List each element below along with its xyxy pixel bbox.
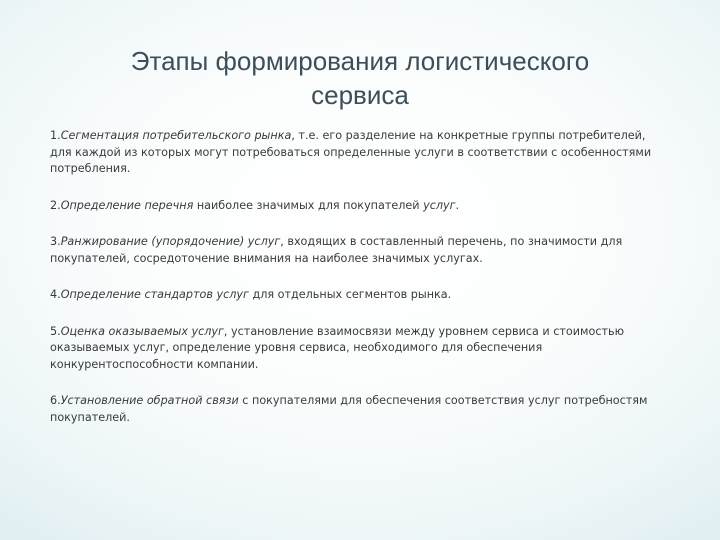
title-line-2: сервиса [311,80,409,110]
stage-item-1 [50,128,660,178]
stage-item-5 [50,324,660,374]
stages-list [50,128,660,446]
stage-number: 1. [50,129,61,142]
stage-term: Оценка оказываемых услуг [60,324,224,338]
stage-item-3 [50,234,660,267]
stage-description: для отдельных сегментов рынка. [248,288,452,301]
stage-term: Сегментация потребительского рынка [60,129,292,142]
stage-description-end: . [455,198,460,212]
stage-number: 6. [50,394,61,407]
stage-description: , установление взаимосвязи между уровнем сервиса и стоимостью оказываемых услуг, определение уровня сервиса, необходимого для обеспечения конкурентоспособности компании. [50,324,624,371]
stage-number: 4. [50,288,61,301]
slide-title [60,44,660,112]
stage-term: Ранжирование (упорядочение) услуг [60,235,281,248]
stage-term: Определение перечня [60,198,194,212]
stage-item-2 [50,198,660,215]
stage-number: 3. [50,235,61,248]
stage-item-6 [50,393,660,426]
stage-term-2: услуг [423,198,456,212]
title-line-1: Этапы формирования логистического [130,46,590,76]
stage-term: Определение стандартов услуг [60,288,249,301]
stage-item-4 [50,287,660,304]
stage-description: с покупателями для обеспечения соответствия услуг потребностям покупателей. [50,394,648,424]
stage-description: , т.е. его разделение на конкретные группы потребителей, для каждой из которых могут потребоваться определенные услуги в соответствии с особенностями потребления. [50,129,652,175]
stage-term: Установление обратной связи [60,394,239,407]
stage-number: 5. [50,324,61,338]
stage-description: , входящих в составленный перечень, по значимости для покупателей, сосредоточение внимания на наиболее значимых услугах. [50,235,623,265]
stage-description: наиболее значимых для покупателей [193,198,424,212]
stage-number: 2. [50,198,61,212]
